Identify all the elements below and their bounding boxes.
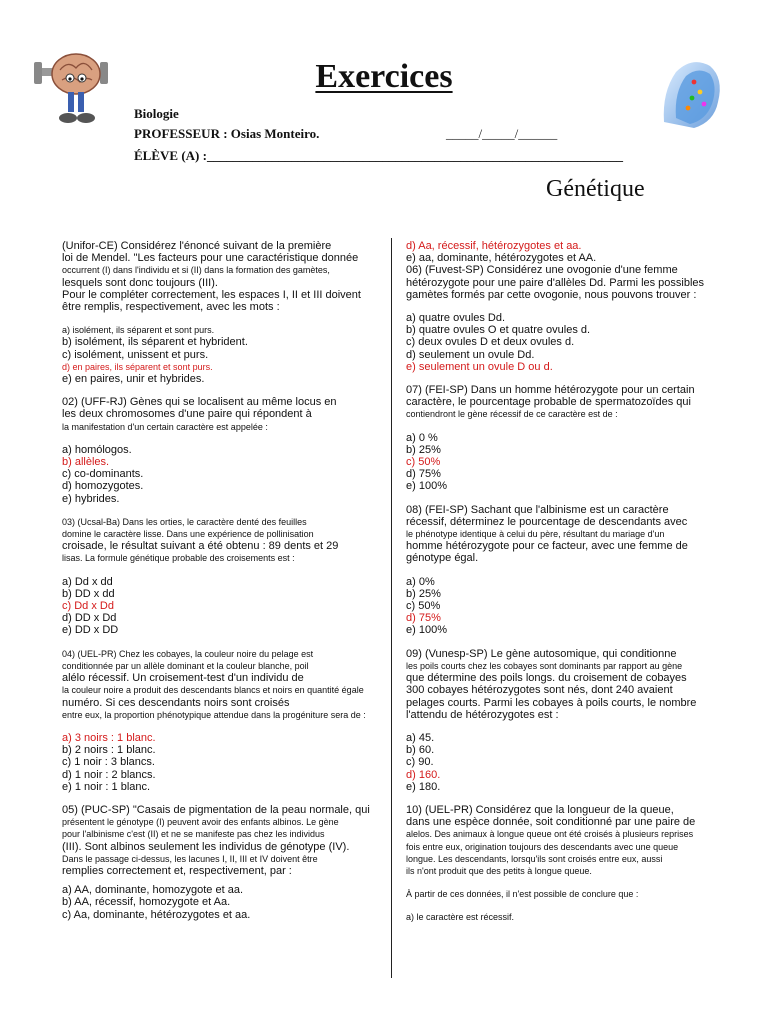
answer-option: b) 2 noirs : 1 blanc. (62, 744, 156, 757)
question-text: gamètes formés par cette ovogonie, nous pouvons trouver : (406, 288, 697, 301)
question-text: alelos. Des animaux à longue queue ont été croisés à plusieurs reprises (406, 829, 694, 840)
question-text: 10) (UEL-PR) Considérez que la longueur de la queue, (406, 803, 674, 816)
question-text: l'attendu de hétérozygotes est : (406, 708, 559, 721)
answer-option: b) 60. (406, 744, 435, 757)
answer-option: b) isolément, ils séparent et hybrident. (62, 336, 248, 349)
question-07 (406, 384, 766, 493)
question-text: caractère, le pourcentage probable de spermatozoïdes qui (406, 396, 691, 409)
answer-option: c) co-dominants. (62, 468, 144, 481)
question-text: 06) (Fuvest-SP) Considérez une ovogonie d'une femme (406, 264, 678, 277)
question-text: dans une espèce donnée, soit conditionné par une paire de (406, 816, 696, 829)
answer-option: d) seulement un ovule Dd. (406, 348, 535, 361)
question-text: Dans le passage ci-dessus, les lacunes I, II, III et IV doivent être (62, 853, 318, 864)
answer-option: a) Dd x dd (62, 575, 113, 588)
answer-option: d) 1 noir : 2 blancs. (62, 768, 156, 781)
question-text: (III). Sont albinos seulement les individus de génotype (IV). (62, 840, 350, 853)
professor-line: PROFESSEUR : Osias Monteiro. (134, 126, 320, 141)
left-column (62, 240, 422, 921)
answer-option: a) AA, dominante, homozygote et aa. (62, 884, 244, 897)
question-03 (62, 516, 422, 637)
question-text: 03) (Ucsal-Ba) Dans les orties, le caractère denté des feuilles (62, 516, 307, 527)
answer-option: b) 25% (406, 587, 441, 600)
topic-title: Génétique (546, 176, 645, 202)
question-text: être remplis, respectivement, avec les mots : (62, 301, 280, 314)
question-text: 02) (UFF-RJ) Gènes qui se localisent au même locus en (62, 396, 337, 409)
question-text: (Unifor-CE) Considérez l'énoncé suivant de la première (62, 240, 332, 252)
answer-option: a) isolément, ils séparent et sont purs. (62, 325, 215, 336)
right-column (406, 240, 766, 924)
correct-answer: d) 160. (406, 768, 441, 781)
question-text: occurrent (I) dans l'individu et si (II) dans la formation des gamètes, (62, 265, 330, 276)
date-blank: _____/_____/______ (446, 126, 558, 141)
question-text: 08) (FEI-SP) Sachant que l'albinisme est un caractère (406, 503, 669, 516)
answer-option: d) 75% (406, 468, 441, 481)
answer-option: b) DD x dd (62, 587, 115, 600)
question-text: lesquels sont donc toujours (III). (62, 276, 218, 289)
question-text: numéro. Si ces descendants noirs sont croisés (62, 696, 290, 709)
question-text: 07) (FEI-SP) Dans un homme hétérozygote pour un certain (406, 384, 695, 397)
answer-option: e) DD x DD (62, 624, 119, 637)
question-text: homme hétérozygote pour ce facteur, avec une femme de (406, 540, 688, 553)
correct-answer: c) 50% (406, 456, 441, 469)
answer-option: d) homozygotes. (62, 480, 144, 493)
answer-option: a) 0% (406, 575, 435, 588)
answer-option: e) en paires, unir et hybrides. (62, 373, 205, 386)
question-text: génotype égal. (406, 552, 479, 565)
answer-option: d) DD x Dd (62, 612, 117, 625)
question-05 (62, 804, 422, 921)
question-text: entre eux, la proportion phénotypique attendue dans la progéniture sera de : (62, 709, 366, 720)
question-text: 05) (PUC-SP) "Casais de pigmentation de la peau normale, qui (62, 803, 370, 816)
question-01 (62, 240, 422, 385)
question-text: À partir de ces données, il n'est possible de conclure que : (406, 889, 639, 900)
question-text: remplies correctement et, respectivement, par : (62, 864, 292, 877)
question-text: 04) (UEL-PR) Chez les cobayes, la couleur noire du pelage est (62, 648, 314, 659)
question-02 (62, 396, 422, 505)
question-text: la manifestation d'un certain caractère est appelée : (62, 421, 268, 432)
answer-option: c) deux ovules D et deux ovules d. (406, 336, 575, 349)
question-10 (406, 804, 766, 924)
correct-answer: d) Aa, récessif, hétérozygotes et aa. (406, 240, 582, 252)
question-text: hétérozygote pour une paire d'allèles Dd. Parmi les possibles (406, 276, 705, 289)
question-text: 300 cobayes hétérozygotes sont nés, dont 240 avaient (406, 684, 673, 697)
question-text: présentent le génotype (I) peuvent avoir des enfants albinos. Le gène (62, 817, 339, 828)
answer-option: c) 50% (406, 600, 441, 613)
answer-option: e) 100% (406, 480, 447, 493)
question-text: contiendront le gène récessif de ce caractère est de : (406, 409, 618, 420)
question-text: conditionnée par un allèle dominant et la couleur blanche, poil (62, 660, 309, 671)
question-text: que détermine des poils longs. du croisement de cobayes (406, 672, 687, 685)
correct-answer: a) 3 noirs : 1 blanc. (62, 731, 156, 744)
question-08 (406, 504, 766, 637)
answer-option: c) isolément, unissent et purs. (62, 348, 209, 361)
answer-option: a) 45. (406, 731, 435, 744)
question-text: Pour le compléter correctement, les espaces I, II et III doivent (62, 288, 361, 301)
question-text: pelages courts. Parmi les cobayes à poils courts, le nombre (406, 696, 697, 709)
question-text: domine le caractère lisse. Dans une expérience de pollinisation (62, 529, 314, 540)
correct-answer: c) Dd x Dd (62, 600, 114, 613)
question-text: loi de Mendel. "Les facteurs pour une caractéristique donnée (62, 252, 359, 265)
correct-answer: b) allèles. (62, 456, 110, 469)
answer-option: e) 1 noir : 1 blanc. (62, 780, 151, 793)
student-line: ÉLÈVE (A) :________________________________________________________________ (134, 148, 623, 163)
question-text: récessif, déterminez le pourcentage de descendants avec (406, 515, 688, 528)
answer-option: b) quatre ovules O et quatre ovules d. (406, 324, 591, 337)
answer-option: e) aa, dominante, hétérozygotes et AA. (406, 252, 597, 265)
answer-option: c) 1 noir : 3 blancs. (62, 756, 155, 769)
question-06 (406, 264, 766, 373)
answer-option: e) hybrides. (62, 492, 120, 505)
correct-answer: e) seulement un ovule D ou d. (406, 360, 553, 373)
answer-option: a) le caractère est récessif. (406, 912, 515, 923)
question-text: 09) (Vunesp-SP) Le gène autosomique, qui conditionne (406, 647, 677, 660)
question-text: lisas. La formule génétique probable des croisements est : (62, 553, 295, 564)
question-text: les deux chromosomes d'une paire qui répondent à (62, 408, 312, 421)
answer-option: c) 90. (406, 756, 434, 769)
question-text: alélo récessif. Un croisement-test d'un individu de (62, 672, 304, 685)
question-text: pour l'albinisme c'est (II) et ne se manifeste pas chez les individus (62, 829, 325, 840)
question-text: croisade, le résultat suivant a été obtenu : 89 dents et 29 (62, 540, 339, 553)
answer-option: e) 180. (406, 780, 441, 793)
answer-option: b) 25% (406, 443, 441, 456)
subject-label: Biologie (134, 106, 179, 121)
answer-option: a) quatre ovules Dd. (406, 312, 506, 325)
answer-option: c) Aa, dominante, hétérozygotes et aa. (62, 908, 251, 921)
question-04 (62, 648, 422, 793)
correct-answer: d) en paires, ils séparent et sont purs. (62, 361, 213, 372)
page-title: Exercices (315, 58, 453, 95)
answer-option: e) 100% (406, 624, 447, 637)
question-text: le phénotype identique à celui du père, résultant du mariage d'un (406, 529, 665, 540)
answer-option: b) AA, récessif, homozygote et Aa. (62, 896, 231, 909)
question-text: fois entre eux, origination toujours des descendants avec une queue (406, 841, 679, 852)
question-09 (406, 648, 766, 793)
question-text: la couleur noire a produit des descendants blancs et noirs en quantité égale (62, 685, 364, 696)
question-text: ils n'ont produit que des petits à longue queue. (406, 865, 592, 876)
answer-option: a) homólogos. (62, 443, 132, 456)
answer-option: a) 0 % (406, 431, 438, 444)
question-text: longue. Les descendants, lorsqu'ils sont croisés entre eux, aussi (406, 853, 663, 864)
correct-answer: d) 75% (406, 612, 441, 625)
question-text: les poils courts chez les cobayes sont dominants par rapport au gène (406, 660, 683, 671)
